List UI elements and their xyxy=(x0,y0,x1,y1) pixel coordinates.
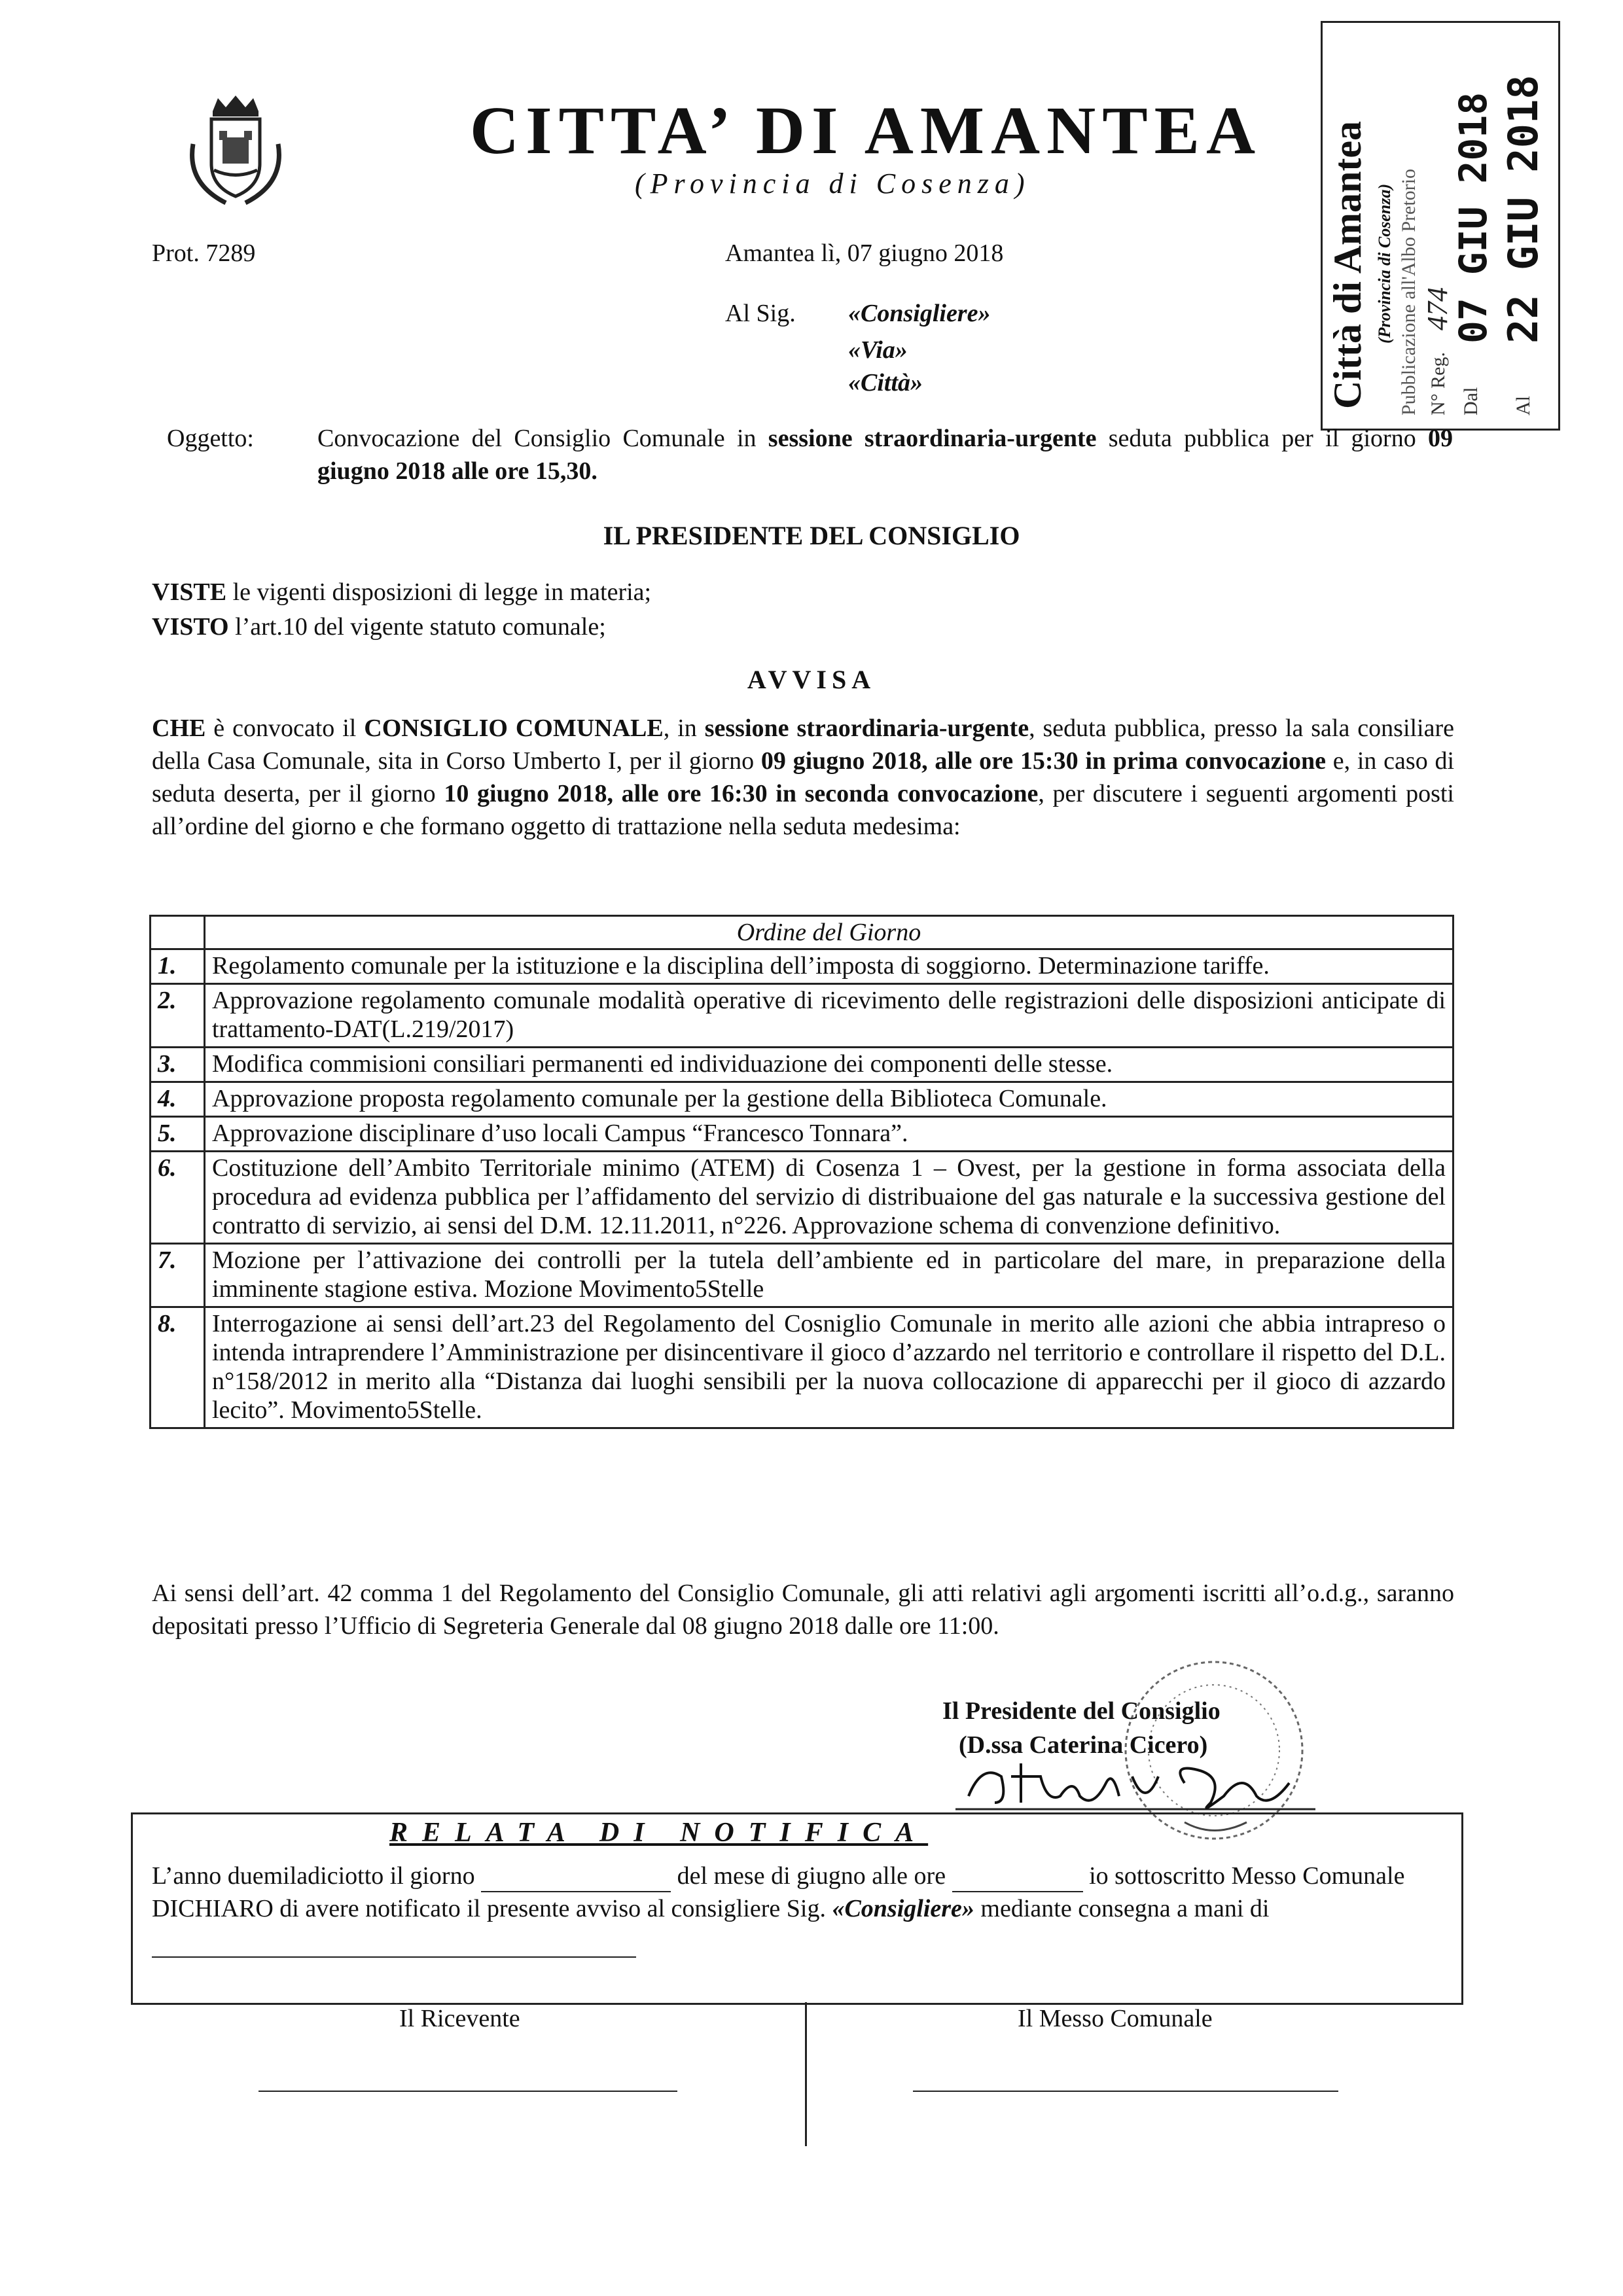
stamp-from-date: 07 GIU 2018 xyxy=(1451,92,1495,344)
avvisa-heading: AVVISA xyxy=(747,665,876,694)
agenda-item-text: Approvazione regolamento comunale modalità operative di ricevimento delle registrazioni delle disposizioni anticipate di trattamento-DAT(L.219/2017) xyxy=(205,984,1454,1048)
agenda-item-text: Modifica commisioni consiliari permanenti ed individuazione dei componenti delle stesse. xyxy=(205,1048,1454,1082)
agenda-item xyxy=(151,1307,1454,1428)
receiver-label: Il Ricevente xyxy=(399,2005,520,2032)
councillor-field: «Consigliere» xyxy=(832,1895,974,1922)
agenda-item xyxy=(151,1082,1454,1117)
protocol-number: Prot. 7289 xyxy=(152,239,256,267)
agenda-item-text: Regolamento comunale per la istituzione e la disciplina dell’imposta di soggiorno. Determinazione tariffe. xyxy=(205,949,1454,984)
notification-report-title: RELATA DI NOTIFICA xyxy=(389,1818,929,1848)
notification-line: L’anno duemiladiciotto il giorno del mese di giugno alle ore io sottoscritto Messo Comunale DICHIARO di avere notificato il presente avviso al consigliere Sig. «Consigliere» mediante consegna a mani di xyxy=(152,1860,1454,1958)
subject-text: Convocazione del Consiglio Comunale in sessione straordinaria-urgente seduta pubblica per il giorno 09 giugno 2018 alle ore 15,30. xyxy=(317,425,1453,485)
signatory-title: Il Presidente del Consiglio xyxy=(942,1697,1221,1725)
viste-line: VISTE le vigenti disposizioni di legge in materia; xyxy=(152,578,652,606)
agenda-item xyxy=(151,1152,1454,1244)
agenda-item-number: 3. xyxy=(151,1048,205,1082)
agenda-item-text: Approvazione proposta regolamento comunale per la gestione della Biblioteca Comunale. xyxy=(205,1082,1454,1117)
agenda-item-number: 7. xyxy=(151,1244,205,1307)
agenda-item-text: Approvazione disciplinare d’uso locali Campus “Francesco Tonnara”. xyxy=(205,1117,1454,1152)
agenda-item xyxy=(151,949,1454,984)
recipient-name: «Consigliere» xyxy=(848,300,991,327)
messenger-label: Il Messo Comunale xyxy=(1018,2005,1213,2032)
stamp-province: (Provincia di Cosenza) xyxy=(1375,183,1394,344)
agenda-item-text: Mozione per l’attivazione dei controlli per la tutela dell’ambiente ed in particolare del mare, in preparazione della imminente stagione estiva. Mozione Movimento5Stelle xyxy=(205,1244,1454,1307)
agenda-item-number: 1. xyxy=(151,949,205,984)
subject-label: Oggetto: xyxy=(167,425,254,452)
agenda-item xyxy=(151,1117,1454,1152)
agenda-item-text: Costituzione dell’Ambito Territoriale minimo (ATEM) di Cosenza 1 – Ovest, per la gestione in forma associata della procedura ad evidenza pubblica per l’affidamento del servizio di distribuaione del gas naturale e la successiva gestione del contratto di servizio, ai sensi del D.M. 12.11.2011, n°226. Approvazione schema di convenzione definitivo. xyxy=(205,1152,1454,1244)
recipient-street: «Via» xyxy=(848,336,908,364)
stamp-label: Pubblicazione all'Albo Pretorio xyxy=(1398,169,1419,415)
recipient-label: Al Sig. xyxy=(725,300,796,327)
stamp-to-date: 22 GIU 2018 xyxy=(1499,75,1547,344)
agenda-item-number: 2. xyxy=(151,984,205,1048)
agenda-item-number: 8. xyxy=(151,1307,205,1428)
receiver-signature-line[interactable] xyxy=(259,2091,677,2092)
province-subtitle: (Provincia di Cosenza) xyxy=(635,168,1031,200)
agenda-item xyxy=(151,1244,1454,1307)
handwritten-signature-icon xyxy=(949,1737,1329,1822)
agenda-item-number: 4. xyxy=(151,1082,205,1117)
recipient-city: «Città» xyxy=(848,369,923,397)
signatory-name: (D.ssa Caterina Cicero) xyxy=(959,1731,1208,1759)
visto-line: VISTO l’art.10 del vigente statuto comunale; xyxy=(152,613,606,641)
place-date: Amantea lì, 07 giugno 2018 xyxy=(725,239,1004,267)
stamp-from-label: Dal xyxy=(1460,387,1482,415)
agenda-heading: Ordine del Giorno xyxy=(205,916,1454,949)
registration-stamp xyxy=(1321,21,1560,431)
stamp-reg-value: 474 xyxy=(1421,287,1454,330)
agenda-item-number: 5. xyxy=(151,1117,205,1152)
stamp-reg-label: N° Reg. xyxy=(1427,352,1449,415)
day-input[interactable] xyxy=(481,1869,671,1892)
agenda-item-number: 6. xyxy=(151,1152,205,1244)
president-heading: IL PRESIDENTE DEL CONSIGLIO xyxy=(603,521,1020,550)
hour-input[interactable] xyxy=(952,1869,1083,1892)
agenda-item xyxy=(151,984,1454,1048)
stamp-city: Città di Amantea xyxy=(1326,121,1369,409)
agenda-item-text: Interrogazione ai sensi dell’art.23 del Regolamento del Cosniglio Comunale in merito alle azioni che abbia intrapreso o intenda intraprendere l’Amministrazione per disincentivare il gioco d’azzardo nel territorio e controllare il rispetto del D.L. n°158/2012 in merito alla “Distanza dai luoghi sensibili per la nuova collocazione di apparecchi per il gioco di azzardo lecito”. Movimento5Stelle. xyxy=(205,1307,1454,1428)
agenda-table xyxy=(149,915,1454,1429)
messenger-signature-line[interactable] xyxy=(913,2091,1338,2092)
agenda-item xyxy=(151,1048,1454,1082)
agenda-header-row xyxy=(151,916,1454,949)
signature-divider xyxy=(805,2002,807,2146)
convocation-paragraph: CHE è convocato il CONSIGLIO COMUNALE, in sessione straordinaria-urgente, seduta pubblica, presso la sala consiliare della Casa Comunale, sita in Corso Umberto I, per il giorno 09 giugno 2018, alle ore 15:30 in prima convocazione e, in caso di seduta deserta, per il giorno 10 giugno 2018, alle ore 16:30 in seconda convocazione, per discutere i seguenti argomenti posti all’ordine del giorno e che formano oggetto di trattazione nella seduta medesima: xyxy=(152,715,1455,840)
municipal-crest-icon xyxy=(187,92,285,206)
recipient-input[interactable] xyxy=(152,1934,636,1958)
page-title: CITTA’ DI AMANTEA xyxy=(470,93,1262,168)
stamp-to-label: Al xyxy=(1512,396,1534,415)
agenda-header-num xyxy=(151,916,205,949)
deposit-notice: Ai sensi dell’art. 42 comma 1 del Regolamento del Consiglio Comunale, gli atti relativi agli argomenti iscritti all’o.d.g., saranno depositati presso l’Ufficio di Segreteria Generale dal 08 giugno 2018 dalle ore 11:00. xyxy=(152,1580,1454,1640)
